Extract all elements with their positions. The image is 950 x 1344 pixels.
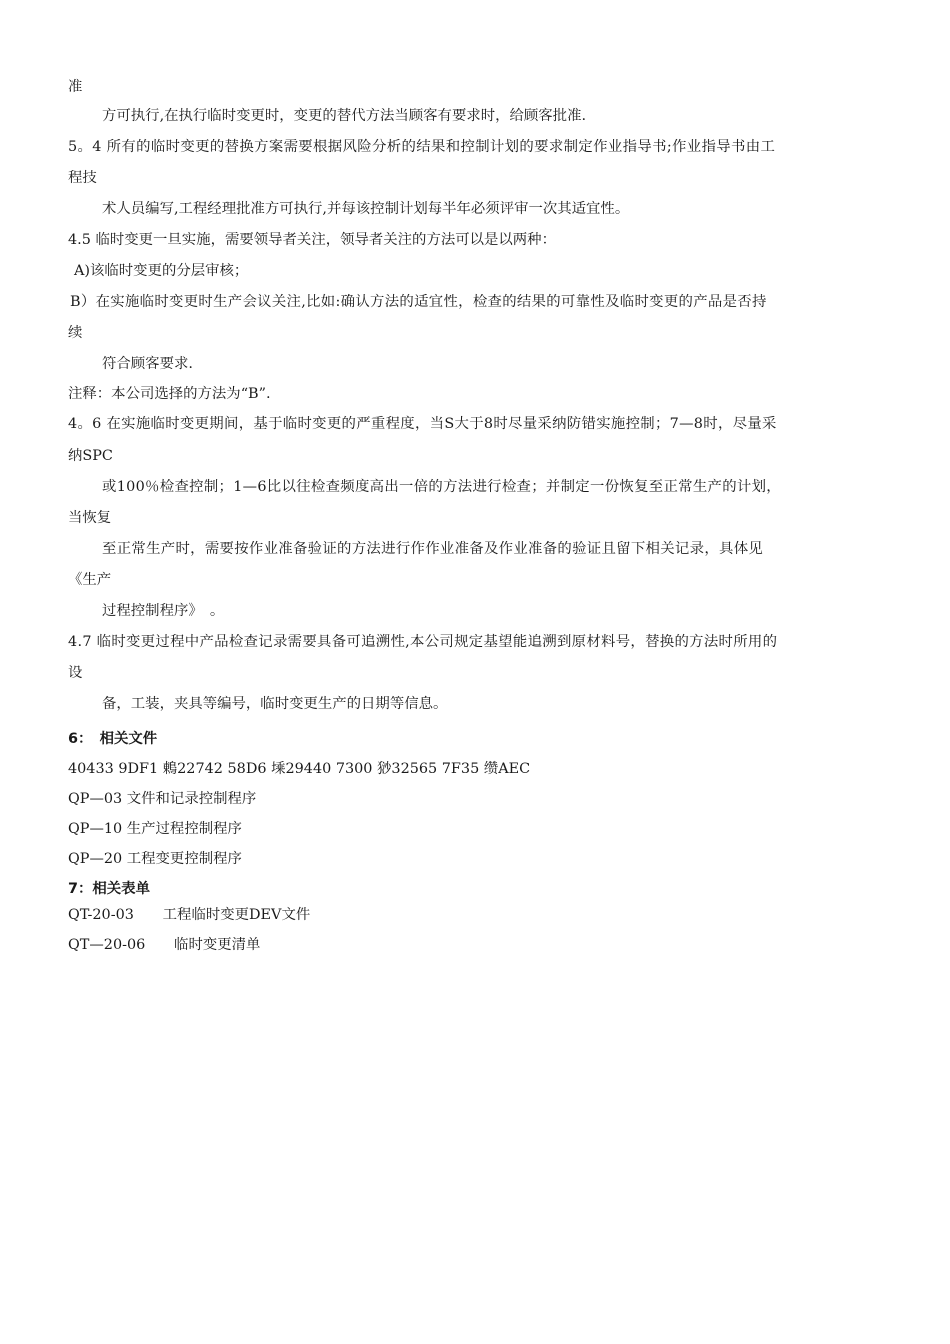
section-7-heading: 7：相关表单 (68, 881, 150, 897)
text-line: 续 (68, 325, 83, 341)
text-line: 程技 (68, 170, 97, 186)
text-line: 5。4 所有的临时变更的替换方案需要根据风险分析的结果和控制计划的要求制定作业指导书;作业指导书由工 (68, 139, 776, 155)
related-document-item: QP—03 文件和记录控制程序 (68, 791, 257, 807)
text-line: 术人员编写,工程经理批准方可执行,并每该控制计划每半年必须评审一次其适宜性。 (102, 201, 630, 217)
text-line: 过程控制程序》 。 (102, 603, 225, 619)
text-line: 注释：本公司选择的方法为“B”. (68, 386, 271, 402)
text-line: 4.5 临时变更一旦实施，需要领导者关注，领导者关注的方法可以是以两种： (68, 232, 556, 248)
text-line: 设 (68, 665, 83, 681)
text-line: 至正常生产时，需要按作业准备验证的方法进行作作业准备及作业准备的验证且留下相关记录，具体见 (102, 541, 764, 557)
garbled-text-line: 40433 9DF1 鶇22742 58D6 塖29440 7300 猀32565 7F35 缵AEC (68, 761, 531, 777)
text-line: 方可执行,在执行临时变更时，变更的替代方法当顾客有要求时，给顾客批准. (102, 108, 587, 124)
related-form-item: QT-20-03 工程临时变更DEV文件 (68, 907, 311, 923)
text-line: A)该临时变更的分层审核； (74, 263, 249, 279)
text-line: 准 (68, 79, 83, 95)
text-line: B）在实施临时变更时生产会议关注,比如:确认方法的适宜性，检查的结果的可靠性及临时变更的产品是否持 (70, 294, 767, 310)
related-document-item: QP—10 生产过程控制程序 (68, 821, 242, 837)
text-line: 当恢复 (68, 510, 112, 526)
text-line: 《生产 (68, 572, 112, 588)
text-line: 4。6 在实施临时变更期间，基于临时变更的严重程度，当S大于8时尽量采纳防错实施控制；7—8时，尽量采 (68, 416, 777, 432)
text-line: 或100％检查控制；1—6比以往检查频度高出一倍的方法进行检查；并制定一份恢复至正常生产的计划， (102, 479, 781, 495)
text-line: 4.7 临时变更过程中产品检查记录需要具备可追溯性,本公司规定基望能追溯到原材料号，替换的方法时所用的 (68, 634, 778, 650)
text-line: 纳SPC (68, 448, 113, 464)
related-form-item: QT—20-06 临时变更清单 (68, 937, 261, 953)
text-line: 符合顾客要求. (102, 356, 193, 372)
section-6-heading: 6： 相关文件 (68, 731, 158, 747)
text-line: 备，工装，夹具等编号，临时变更生产的日期等信息。 (102, 696, 448, 712)
related-document-item: QP—20 工程变更控制程序 (68, 851, 242, 867)
